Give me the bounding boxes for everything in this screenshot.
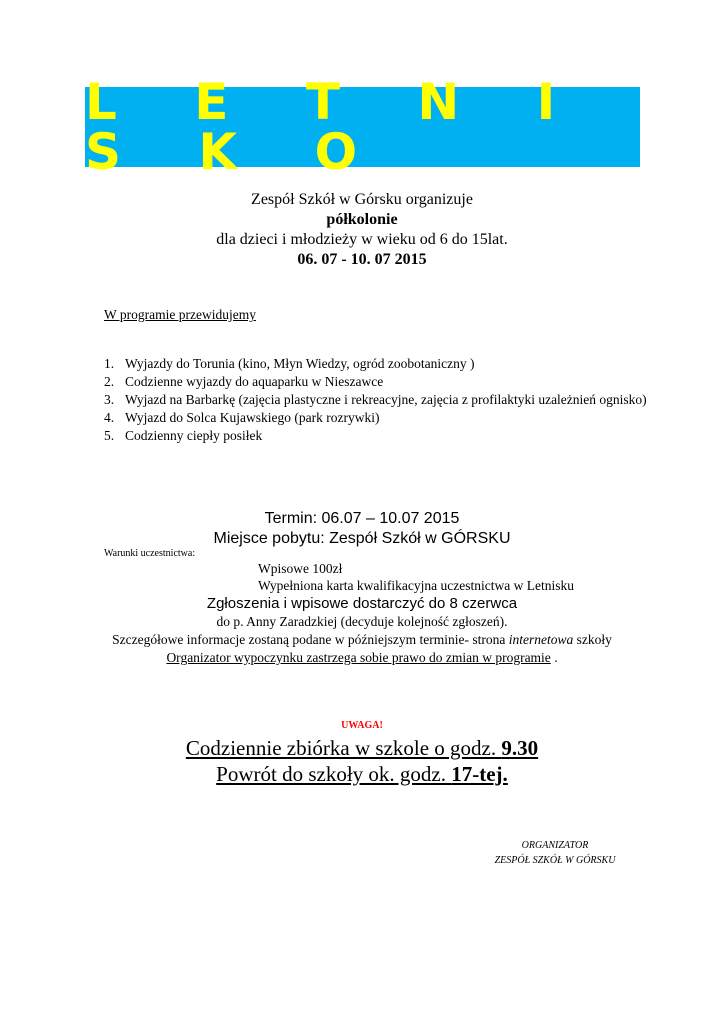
- stay-location: Miejsce pobytu: Zespół Szkół w GÓRSKU: [213, 530, 511, 547]
- term-dates: Termin: 06.07 – 10.07 2015: [264, 510, 460, 527]
- meeting-text: Codziennie zbiórka w szkole o godz.: [185, 736, 502, 760]
- condition-form: Wypełniona karta kwalifikacyjna uczestnictwa w Letnisku: [258, 578, 574, 593]
- program-item: [104, 373, 649, 391]
- intro-dates: 06. 07 - 10. 07 2015: [297, 251, 427, 268]
- condition-fee: Wpisowe 100zł: [258, 561, 343, 576]
- intro-age-range: dla dzieci i młodzieży w wieku od 6 do 15lat.: [216, 231, 508, 248]
- program-item-text: Wyjazd na Barbarkę (zajęcia plastyczne i rekreacyjne, zajęcia z profilaktyki uzależnień ognisko): [125, 392, 647, 407]
- program-list: [104, 355, 649, 445]
- banner-title: L E T N I S K O: [85, 73, 586, 181]
- signature-organizer: ORGANIZATOR: [521, 840, 589, 851]
- program-heading: W programie przewidujemy: [104, 307, 256, 322]
- return-hour: 17-tej.: [451, 762, 508, 786]
- program-item: [104, 409, 649, 427]
- meeting-time: 9.30: [501, 736, 539, 760]
- daily-meeting-time: [0, 735, 724, 761]
- warning-label: UWAGA!: [341, 720, 383, 731]
- intro-event-type: półkolonie: [326, 211, 398, 228]
- info-italic: internetowa: [508, 632, 574, 647]
- program-item-text: Wyjazd do Solca Kujawskiego (park rozrywki): [125, 410, 380, 425]
- info-note: [0, 632, 724, 648]
- return-time: [0, 761, 724, 787]
- program-item-number: 4.: [104, 410, 115, 425]
- organizer-reserve-note: [0, 650, 724, 666]
- program-item-text: Codzienny ciepły posiłek: [125, 428, 263, 443]
- program-item-number: 3.: [104, 392, 115, 407]
- application-deadline: Zgłoszenia i wpisowe dostarczyć do 8 czerwca: [206, 595, 518, 612]
- program-item-number: 1.: [104, 356, 115, 371]
- program-item: [104, 355, 649, 373]
- intro-block: [0, 190, 724, 270]
- return-text: Powrót do szkoły ok. godz.: [216, 762, 452, 786]
- info-tail: szkoły: [573, 632, 612, 647]
- program-item-number: 5.: [104, 428, 115, 443]
- conditions-label: Warunki uczestnictwa:: [104, 548, 196, 559]
- intro-organizer: Zespół Szkół w Górsku organizuje: [251, 191, 473, 208]
- program-item-text: Wyjazdy do Torunia (kino, Młyn Wiedzy, ogród zoobotaniczny ): [125, 356, 475, 371]
- signature-school: ZESPÓŁ SZKÓŁ W GÓRSKU: [494, 855, 616, 866]
- program-item-text: Codzienne wyjazdy do aquaparku w Nieszawce: [125, 374, 384, 389]
- reserve-tail: .: [550, 650, 558, 665]
- reserve-text: Organizator wypoczynku zastrzega sobie prawo do zmian w programie: [166, 650, 551, 665]
- info-text: Szczegółowe informacje zostaną podane w późniejszym terminie- strona: [112, 632, 509, 647]
- program-item: [104, 391, 649, 409]
- program-item-number: 2.: [104, 374, 115, 389]
- title-banner: [85, 73, 640, 181]
- contact-person: do p. Anny Zaradzkiej (decyduje kolejność zgłoszeń).: [216, 614, 508, 629]
- program-item: [104, 427, 649, 445]
